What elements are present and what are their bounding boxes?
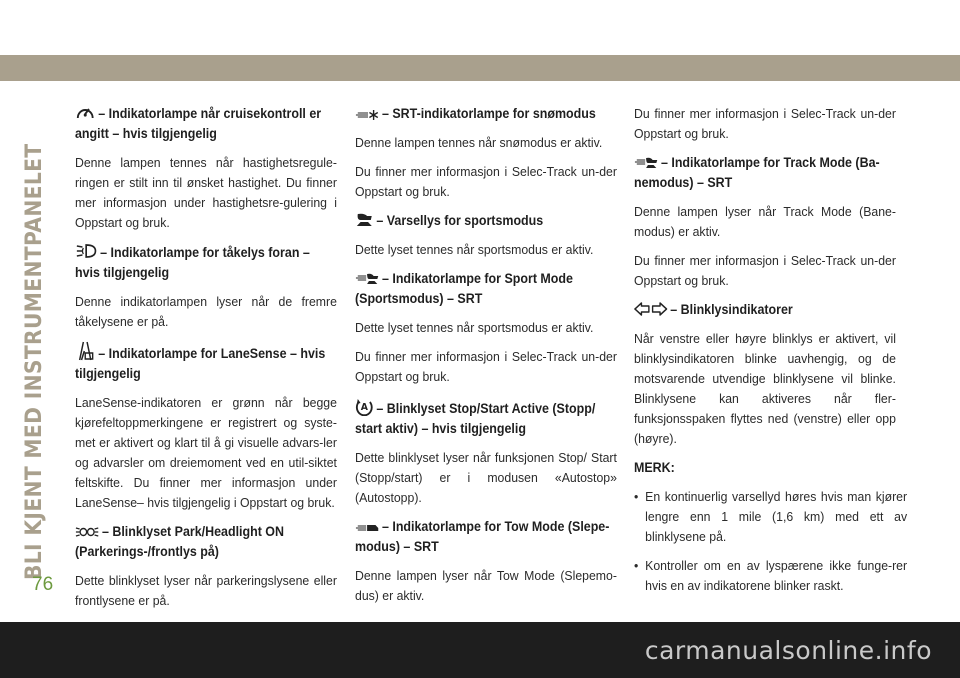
watermark: carmanualsonline.info [644,636,932,665]
section-body: LaneSense-indikatoren er grønn når begge kjørefeltoppmerkingene er registrert og syste-met er aktivert og klart til å gi visuelle advars-ler og advarsler om dreiemoment ved en util-siktet feltskifte. Du finner mer informasjon under LaneSense– hvis tilgjengelig i Oppstart og bruk. [75,395,337,510]
track-mode-icon [634,156,658,170]
cruise-control-icon [75,105,95,121]
note-item: • Kontroller om en av lyspærene ikke funge-rer hvis en av indikatorene blinker raskt. [634,558,908,593]
section-body: Du finner mer informasjon i Selec-Track un-der Oppstart og bruk. [634,253,896,288]
column-1 [75,104,337,620]
section-heading: – Blinklysindikatorer [634,300,897,320]
section-body: Dette blinklyset lyser når parkeringslysene eller frontlysene er på. [75,573,337,608]
section-heading: – Indikatorlampe for Track Mode (Ba-nemodus) – SRT [634,155,880,190]
note-list [634,487,908,596]
section-heading: – Indikatorlampe når cruisekontroll er angitt – hvis tilgjengelig [75,106,322,141]
section-body: Denne lampen tennes når snømodus er aktiv. [355,135,603,150]
sidebar [18,100,60,580]
svg-text:A: A [360,401,368,414]
section-heading: – Indikatorlampe for Tow Mode (Slepe-modus) – SRT [355,519,610,554]
section-body: Du finner mer informasjon i Selec-Track un-der Oppstart og bruk. [634,106,896,141]
section-heading: – SRT-indikatorlampe for snømodus [355,104,618,124]
section-body: Du finner mer informasjon i Selec-Track un-der Oppstart og bruk. [355,349,617,384]
section-heading: – Varsellys for sportsmodus [355,211,618,231]
snow-mode-icon [355,109,379,121]
turn-signal-arrows-icon [634,301,667,317]
section-heading: – Indikatorlampe for LaneSense – hvis tilgjengelig [75,341,338,384]
section-body: Denne lampen tennes når hastighetsregule-ringen er stilt inn til ønsket hastighet. Du finner mer informasjon under hastighetsre-gulering i Oppstart og bruk. [75,155,337,230]
note-item: • En kontinuerlig varsellyd høres hvis man kjører lengre enn 1 mile (1,6 km) med ett av blinklysene på. [634,489,908,544]
section-body: Dette blinklyset lyser når funksjonen Stop/ Start (Stopp/start) er i modusen «Autostop» (Autostopp). [355,450,617,505]
sport-mode-srt-icon [355,272,379,286]
lanesense-icon [75,341,95,361]
section-heading: A – Blinklyset Stop/Start Active (Stopp/ start aktiv) – hvis tilgjengelig [355,396,618,439]
section-heading: – Indikatorlampe for Sport Mode (Sportsmodus) – SRT [355,271,573,306]
section-body: Dette lyset tennes når sportsmodus er aktiv. [355,320,594,335]
section-body: Dette lyset tennes når sportsmodus er aktiv. [355,242,594,257]
note-label: MERK: [634,460,675,475]
parking-light-icon [75,525,99,539]
section-body: Når venstre eller høyre blinklys er aktivert, vil blinklysindikatoren blinke uavhengig, og de motsvarende utvendige blinklysene vil blinke. Blinklysene kan aktiveres når fler-funksjonsspaken flyttes ned (venstre) eller opp (høyre). [634,331,896,446]
sport-mode-icon [355,212,374,228]
bullet: • [634,489,639,504]
stop-start-icon [355,396,374,416]
section-body: Denne lampen lyser når Track Mode (Bane-modus) er aktiv. [634,204,896,239]
page-number: 76 [32,574,54,595]
tow-mode-icon [355,522,379,534]
header-band [0,55,960,81]
section-body: Denne lampen lyser når Tow Mode (Slepemo-dus) er aktiv. [355,568,617,603]
sidebar-title: BLI KJENT MED INSTRUMENTPANELET [22,143,47,580]
section-body: Du finner mer informasjon i Selec-Track un-der Oppstart og bruk. [355,164,617,199]
section-heading: – Indikatorlampe for tåkelys foran – hvis tilgjengelig [75,242,338,283]
section-heading: – Blinklyset Park/Headlight ON (Parkerings-/frontlys på) [75,524,284,559]
front-fog-light-icon [75,242,97,260]
column-2 [355,104,617,615]
section-body: Denne indikatorlampen lyser når de fremre tåkelysene er på. [75,294,337,329]
top-margin [0,0,960,55]
bullet: • [634,558,639,573]
column-3 [634,104,908,605]
